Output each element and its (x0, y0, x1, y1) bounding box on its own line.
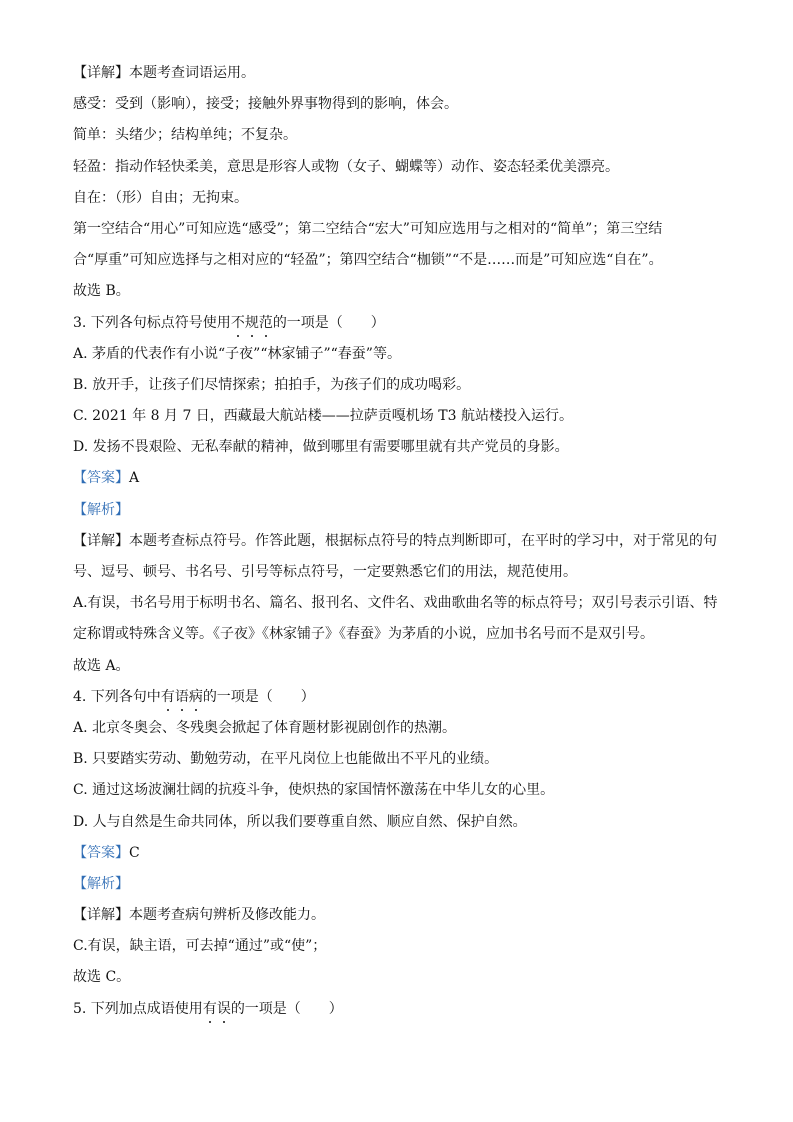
question-stem-text: 5. 下列加点成语使用 (73, 1000, 203, 1017)
text-line: B. 放开手，让孩子们尽情探索；拍拍手，为孩子们的成功喝彩。 (73, 376, 471, 393)
emphasis-dot-char: 误 (217, 998, 231, 1021)
text-line: D. 发扬不畏艰险、无私奉献的精神，做到哪里有需要哪里就有共产党员的身影。 (73, 439, 569, 456)
text-line: C.有误，缺主语，可去掉“通过”或“使”； (73, 938, 327, 955)
text-line: 简单：头绪少；结构单纯；不复杂。 (73, 127, 297, 144)
emphasis-dot-char: 不 (231, 312, 245, 335)
emphasis-dot-char: 范 (259, 312, 273, 335)
question-stem (73, 686, 733, 709)
section-label-line (73, 467, 733, 490)
section-label: 【解析】 (73, 501, 129, 518)
section-label-line (73, 842, 733, 865)
text-line: A. 茅盾的代表作有小说“子夜”“林家铺子”“春蚕”等。 (73, 345, 401, 362)
question-stem-text: 3. 下列各句标点符号使用 (73, 314, 231, 331)
text-line: 轻盈：指动作轻快柔美，意思是形容人或物（女子、蝴蝶等）动作、姿态轻柔优美漂亮。 (73, 158, 619, 175)
text-line: 第一空结合“用心”可知应选“感受”；第二空结合“宏大”可知应选用与之相对的“简单”；第三空结 (73, 220, 663, 237)
question-stem-text: 的一项是（ ） (202, 688, 315, 705)
section-label-line (73, 499, 733, 522)
emphasis-dot-char: 有 (203, 998, 217, 1021)
document-body (73, 62, 733, 1029)
text-line: 【详解】本题考查病句辨析及修改能力。 (73, 907, 325, 924)
emphasis-dot-char: 规 (245, 312, 259, 335)
question-stem (73, 998, 733, 1021)
answer-value: C (129, 844, 140, 861)
text-line: 故选 A。 (73, 657, 130, 674)
question-stem-text: 的一项是（ ） (272, 314, 385, 331)
text-line: 故选 B。 (73, 283, 130, 300)
emphasis-dot-char: 有 (161, 686, 175, 709)
text-line: B. 只要踏实劳动、勤勉劳动，在平凡岗位上也能做出不平凡的业绩。 (73, 751, 499, 768)
section-label-line (73, 873, 733, 896)
section-label: 【答案】 (73, 470, 129, 487)
text-line: 合“厚重”可知应选择与之相对应的“轻盈”；第四空结合“枷锁”“不是……而是”可知应选“自在”。 (73, 252, 663, 269)
text-line: 号、逗号、顿号、书名号、引号等标点符号，一定要熟悉它们的用法，规范使用。 (73, 564, 577, 580)
question-stem-text: 的一项是（ ） (230, 1000, 343, 1017)
text-line: 故选 C。 (73, 969, 131, 986)
text-line: C. 通过这场波澜壮阔的抗疫斗争，使炽热的家国情怀激荡在中华儿女的心里。 (73, 782, 555, 799)
answer-value: A (129, 470, 140, 487)
text-line: A.有误，书名号用于标明书名、篇名、报刊名、文件名、戏曲歌曲名等的标点符号；双引号表示引语、特 (73, 595, 718, 612)
text-line: C. 2021 年 8 月 7 日，西藏最大航站楼——拉萨贡嘎机场 T3 航站楼投入运行。 (73, 408, 573, 425)
question-stem-text: 4. 下列各句中 (73, 688, 161, 705)
text-line: A. 北京冬奥会、冬残奥会掀起了体育题材影视剧创作的热潮。 (73, 719, 457, 736)
text-line: 定称谓或特殊含义等。《子夜》《林家铺子》《春蚕》为茅盾的小说，应加书名号而不是双引号。 (73, 626, 654, 643)
text-line: 【详解】本题考查词语运用。 (73, 65, 255, 81)
text-line: 【详解】本题考查标点符号。作答此题，根据标点符号的特点判断即可，在平时的学习中，对于常见的句 (73, 532, 717, 549)
emphasis-dot-char: 病 (189, 686, 203, 709)
question-stem (73, 312, 733, 335)
emphasis-dot-char: 语 (175, 686, 189, 709)
text-line: 自在：（形）自由；无拘束。 (73, 189, 248, 206)
text-line: D. 人与自然是生命共同体，所以我们要尊重自然、顺应自然、保护自然。 (73, 813, 527, 830)
section-label: 【解析】 (73, 875, 129, 892)
text-line: 感受：受到（影响），接受；接触外界事物得到的影响，体会。 (73, 96, 458, 113)
section-label: 【答案】 (73, 844, 129, 861)
